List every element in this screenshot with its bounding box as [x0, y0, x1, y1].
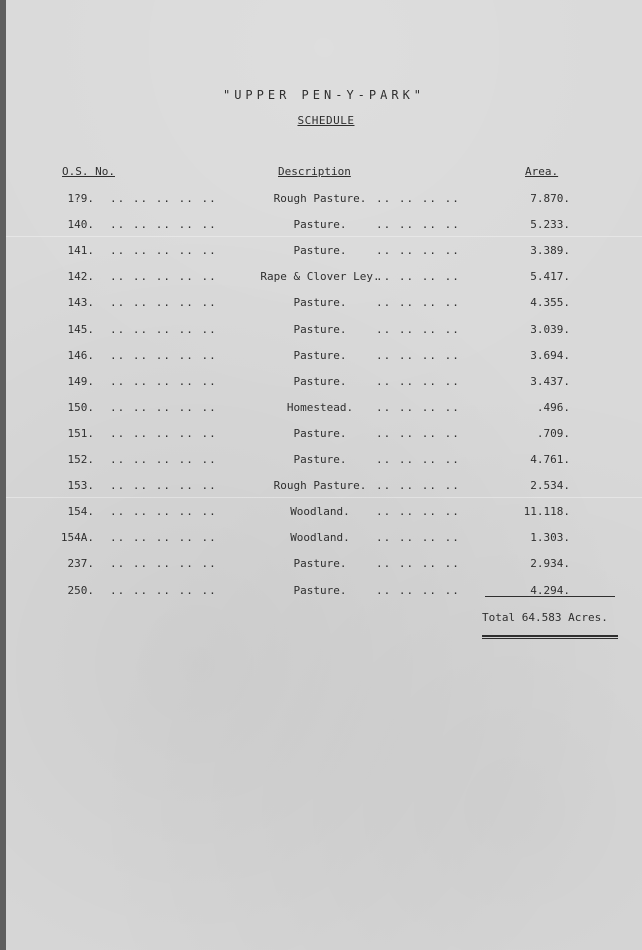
field-area: 3.694.: [530, 348, 570, 362]
table-row: [6, 192, 642, 206]
field-area: .496.: [536, 400, 570, 414]
table-row: [6, 531, 642, 545]
leader-dots: .. .. .. .. ..: [110, 296, 217, 310]
table-row: [6, 349, 642, 363]
table-row: [6, 375, 642, 389]
field-area: .709.: [536, 426, 570, 440]
field-area: 1.303.: [530, 531, 570, 545]
table-row: [6, 296, 642, 310]
field-area: 2.534.: [530, 479, 570, 493]
leader-dots: .. .. .. ..: [376, 505, 460, 519]
column-header-os-no: O.S. No.: [62, 165, 115, 178]
leader-dots: .. .. .. ..: [376, 479, 460, 493]
field-area: 3.437.: [530, 374, 570, 388]
os-number: 154.: [67, 505, 94, 519]
leader-dots: .. .. .. ..: [376, 270, 460, 284]
table-row: [6, 557, 642, 571]
table-row: [6, 401, 642, 415]
leader-dots: .. .. .. ..: [376, 296, 460, 310]
field-description: Pasture.: [293, 218, 347, 232]
leader-dots: .. .. .. ..: [376, 374, 460, 388]
os-number: 153.: [67, 479, 94, 493]
field-area: 11.118.: [523, 505, 570, 519]
leader-dots: .. .. .. ..: [376, 453, 460, 466]
leader-dots: .. .. .. ..: [376, 348, 460, 362]
paper-fold-line: [6, 497, 642, 498]
os-number: 140.: [67, 218, 94, 232]
table-row: [6, 427, 642, 441]
field-area: 4.355.: [530, 296, 570, 310]
total-underline-bottom: [482, 638, 618, 639]
field-area: 5.417.: [530, 270, 570, 284]
leader-dots: .. .. .. ..: [376, 557, 460, 571]
leader-dots: .. .. .. .. ..: [110, 218, 217, 232]
leader-dots: .. .. .. .. ..: [110, 270, 217, 284]
os-number: 151.: [67, 426, 94, 440]
sum-rule: [485, 596, 615, 597]
leader-dots: .. .. .. ..: [376, 583, 460, 597]
leader-dots: .. .. .. .. ..: [110, 505, 217, 519]
column-header-description: Description: [278, 165, 351, 178]
leader-dots: .. .. .. ..: [376, 244, 460, 258]
field-description: Pasture.: [293, 244, 347, 258]
field-description: Rape & Clover Ley.: [260, 270, 380, 284]
os-number: 141.: [67, 244, 94, 258]
field-description: Rough Pasture.: [273, 192, 367, 205]
document-title: "UPPER PEN-Y-PARK": [222, 88, 426, 102]
table-row: [6, 218, 642, 232]
leader-dots: .. .. .. .. ..: [110, 374, 217, 388]
field-area: 4.294.: [530, 583, 570, 597]
field-description: Woodland.: [290, 505, 350, 519]
field-description: Pasture.: [293, 557, 347, 571]
leader-dots: .. .. .. .. ..: [110, 322, 217, 336]
table-row: [6, 270, 642, 284]
field-description: Pasture.: [293, 453, 347, 466]
field-area: 7.870.: [530, 192, 570, 205]
os-number: 149.: [67, 374, 94, 388]
os-number: 142.: [67, 270, 94, 284]
os-number: 154A.: [60, 531, 94, 545]
total-underline-top: [482, 635, 618, 637]
field-description: Pasture.: [293, 296, 347, 310]
document-subtitle: SCHEDULE: [297, 114, 355, 127]
leader-dots: .. .. .. .. ..: [110, 557, 217, 571]
os-number: 152.: [67, 453, 94, 466]
field-description: Pasture.: [293, 374, 347, 388]
field-area: 3.389.: [530, 244, 570, 258]
leader-dots: .. .. .. .. ..: [110, 479, 217, 493]
leader-dots: .. .. .. .. ..: [110, 453, 217, 466]
leader-dots: .. .. .. ..: [376, 400, 460, 414]
leader-dots: .. .. .. ..: [376, 322, 460, 336]
field-description: Pasture.: [293, 426, 347, 440]
os-number: 143.: [67, 296, 94, 310]
leader-dots: .. .. .. ..: [376, 531, 460, 545]
field-area: 4.761.: [530, 453, 570, 466]
paper-fold-line: [6, 236, 642, 237]
leader-dots: .. .. .. .. ..: [110, 348, 217, 362]
table-row: [6, 244, 642, 258]
field-description: Woodland.: [290, 531, 350, 545]
os-number: 150.: [67, 400, 94, 414]
document-page: [6, 0, 642, 950]
os-number: 237.: [67, 557, 94, 571]
total-acres: Total 64.583 Acres.: [482, 611, 608, 624]
leader-dots: .. .. .. .. ..: [110, 583, 217, 597]
os-number: 146.: [67, 348, 94, 362]
field-area: 5.233.: [530, 218, 570, 232]
leader-dots: .. .. .. ..: [376, 192, 460, 205]
leader-dots: .. .. .. .. ..: [110, 400, 217, 414]
leader-dots: .. .. .. ..: [376, 218, 460, 232]
column-header-area: Area.: [525, 165, 559, 178]
field-description: Pasture.: [293, 583, 347, 597]
leader-dots: .. .. .. .. ..: [110, 426, 217, 440]
os-number: 250.: [67, 583, 94, 597]
field-description: Pasture.: [293, 348, 347, 362]
field-description: Rough Pasture.: [273, 479, 367, 493]
table-row: [6, 453, 642, 467]
os-number: 145.: [67, 322, 94, 336]
field-area: 2.934.: [530, 557, 570, 571]
leader-dots: .. .. .. .. ..: [110, 244, 217, 258]
leader-dots: .. .. .. .. ..: [110, 531, 217, 545]
field-description: Pasture.: [293, 322, 347, 336]
table-row: [6, 479, 642, 493]
table-row: [6, 323, 642, 337]
leader-dots: .. .. .. .. ..: [110, 192, 217, 205]
leader-dots: .. .. .. ..: [376, 426, 460, 440]
table-row: [6, 505, 642, 519]
field-area: 3.039.: [530, 322, 570, 336]
field-description: Homestead.: [286, 400, 354, 414]
os-number: 1?9.: [67, 192, 94, 205]
